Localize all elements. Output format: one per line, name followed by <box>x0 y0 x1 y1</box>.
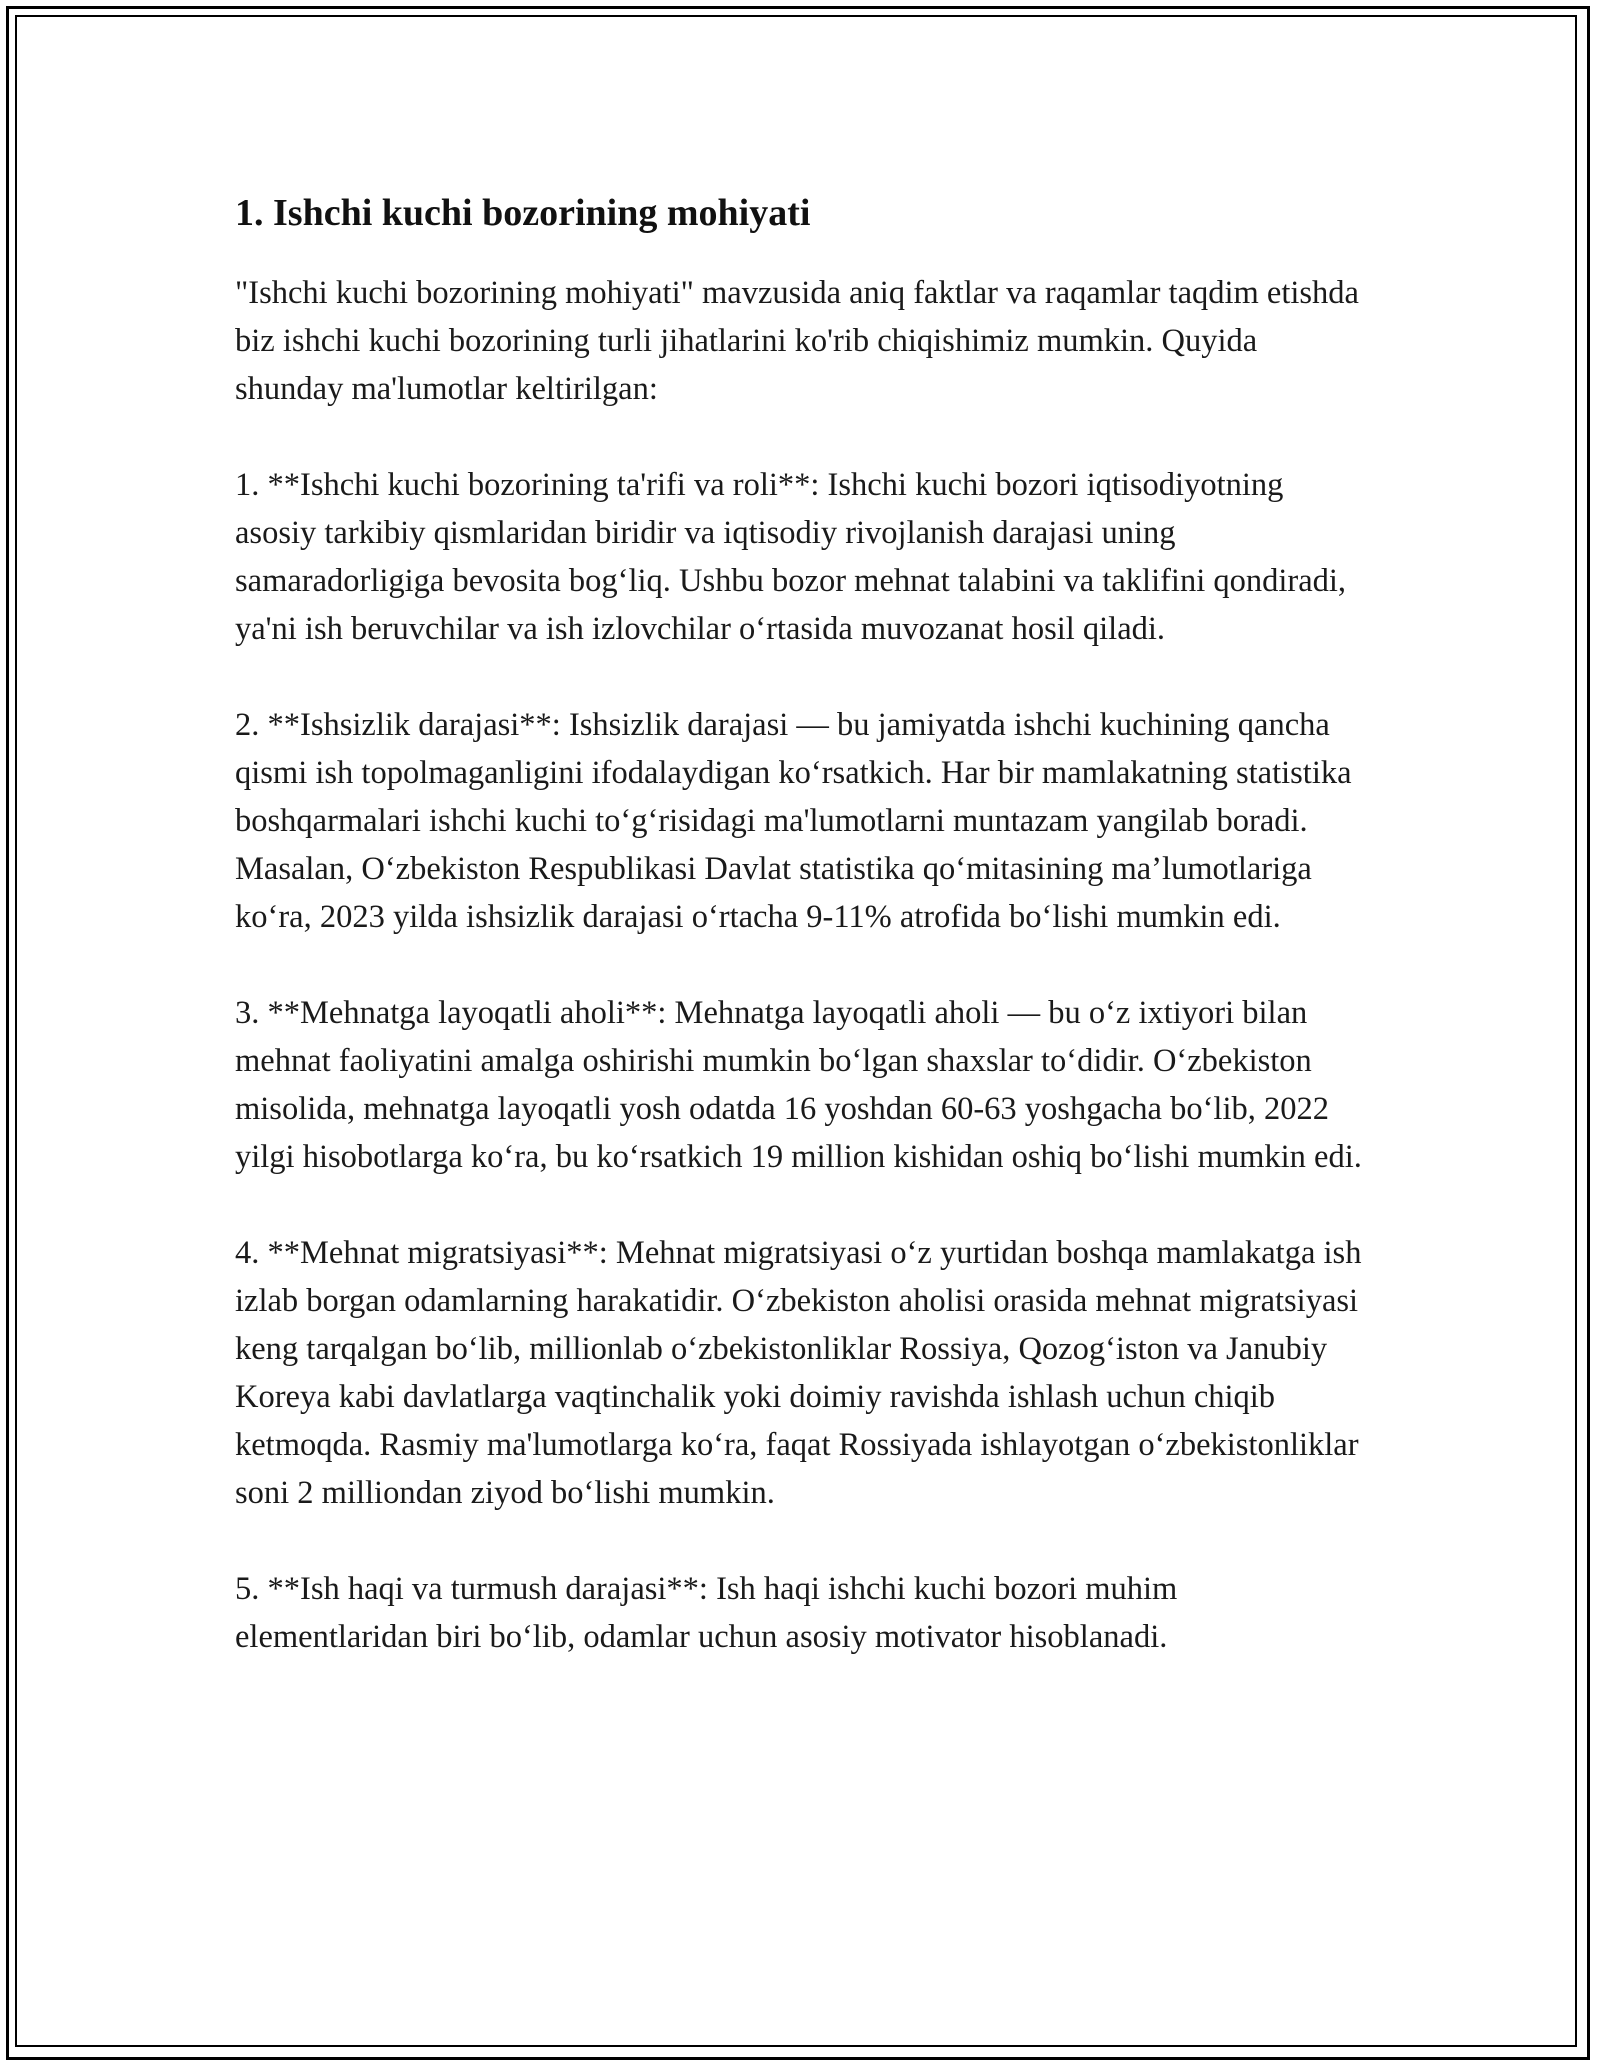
intro-paragraph: "Ishchi kuchi bozorining mohiyati" mavzusida aniq faktlar va raqamlar taqdim etishda biz ishchi kuchi bozorining turli jihatlarini ko'rib chiqishimiz mumkin. Quyida shunday ma'lumotlar keltirilgan: <box>235 275 1359 407</box>
list-item: 5. **Ish haqi va turmush darajasi**: Ish haqi ishchi kuchi bozori muhim elementlaridan biri bo‘lib, odamlar uchun asosiy motivator hisoblanadi. <box>235 1571 1178 1655</box>
list-item: 2. **Ishsizlik darajasi**: Ishsizlik darajasi — bu jamiyatda ishchi kuchining qancha qismi ish topolmaganligini ifodalaydigan ko‘rsatkich. Har bir mamlakatning statistika boshqarmalari ishchi kuchi to‘g‘risidagi ma'lumotlarni muntazam yangilab boradi. Masalan, O‘zbekiston Respublikasi Davlat statistika qo‘mitasining ma’lumotlariga ko‘ra, 2023 yilda ishsizlik darajasi o‘rtacha 9-11% atrofida bo‘lishi mumkin edi. <box>235 707 1352 935</box>
document-title: 1. Ishchi kuchi bozorining mohiyati <box>235 192 811 234</box>
list-item: 3. **Mehnatga layoqatli aholi**: Mehnatga layoqatli aholi — bu o‘z ixtiyori bilan mehnat faoliyatini amalga oshirishi mumkin bo‘lgan shaxslar to‘didir. O‘zbekiston misolida, mehnatga layoqatli yosh odatda 16 yoshdan 60-63 yoshgacha bo‘lib, 2022 yilgi hisobotlarga ko‘ra, bu ko‘rsatkich 19 million kishidan oshiq bo‘lishi mumkin edi. <box>235 995 1362 1175</box>
list-item: 4. **Mehnat migratsiyasi**: Mehnat migratsiyasi o‘z yurtidan boshqa mamlakatga ish izlab borgan odamlarning harakatidir. O‘zbekiston aholisi orasida mehnat migratsiyasi keng tarqalgan bo‘lib, millionlab o‘zbekistonliklar Rossiya, Qozog‘iston va Janubiy Koreya kabi davlatlarga vaqtinchalik yoki doimiy ravishda ishlash uchun chiqib ketmoqda. Rasmiy ma'lumotlarga ko‘ra, faqat Rossiyada ishlayotgan o‘zbekistonliklar soni 2 milliondan ziyod bo‘lishi mumkin. <box>235 1235 1362 1511</box>
list-item: 1. **Ishchi kuchi bozorining ta'rifi va roli**: Ishchi kuchi bozori iqtisodiyotning asosiy tarkibiy qismlaridan biridir va iqtisodiy rivojlanish darajasi uning samaradorligiga bevosita bog‘liq. Ushbu bozor mehnat talabini va taklifini qondiradi, ya'ni ish beruvchilar va ish izlovchilar o‘rtasida muvozanat hosil qiladi. <box>235 467 1347 647</box>
document-body <box>235 185 1365 1709</box>
